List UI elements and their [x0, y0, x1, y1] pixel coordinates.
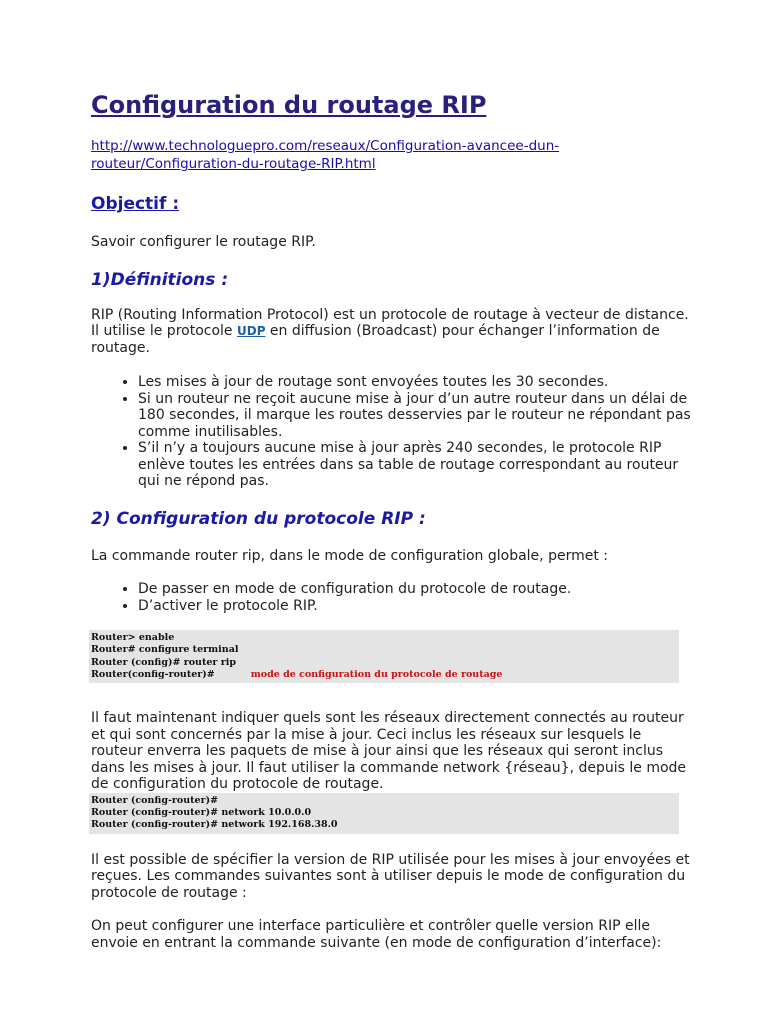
- configuration-heading: 2) Configuration du protocole RIP :: [91, 508, 426, 529]
- objectif-text: Savoir configurer le routage RIP.: [91, 234, 316, 250]
- code-line: Router (config)# router rip: [91, 656, 236, 668]
- objectif-heading: Objectif :: [91, 194, 180, 214]
- list-item: • De passer en mode de configuration du protocole de routage.: [138, 581, 691, 598]
- code-line: Router (config-router)# network 192.168.38.0: [91, 819, 338, 831]
- code-line: [91, 669, 679, 681]
- definitions-paragraph-1: RIP (Routing Information Protocol) est un protocole de routage à vecteur de distance.: [91, 306, 689, 323]
- code-command: Router(config-router)#: [91, 668, 215, 680]
- configuration-intro: La commande router rip, dans le mode de configuration globale, permet :: [91, 547, 608, 564]
- version-paragraph: Il est possible de spécifier la version de RIP utilisée pour les mises à jour envoyées et reçues. Les commandes suivantes sont à utiliser depuis le mode de configuration du protocole de routage :: [91, 851, 690, 901]
- code-comment: mode de configuration du protocole de routage: [250, 668, 503, 680]
- page-title: Configuration du routage RIP: [91, 91, 487, 119]
- code-line: Router (config-router)# network 10.0.0.0: [91, 806, 312, 818]
- configuration-bullet-list: [91, 581, 691, 614]
- code-line: Router (config-router)#: [91, 794, 219, 806]
- code-block-router-rip: [89, 630, 679, 683]
- interface-paragraph: On peut configurer une interface particulière et contrôler quelle version RIP elle envoie en entrant la commande suivante (en mode de configuration d’interface):: [91, 918, 662, 951]
- document-content: [91, 88, 691, 951]
- list-item: • D’activer le protocole RIP.: [138, 598, 691, 615]
- list-item: • Les mises à jour de routage sont envoyées toutes les 30 secondes.: [138, 374, 691, 391]
- udp-before-text: Il utilise le protocole: [91, 323, 237, 339]
- definitions-paragraph-2: [91, 323, 691, 356]
- definitions-heading: 1)Définitions :: [91, 269, 229, 290]
- definitions-bullet-list: [91, 374, 691, 490]
- udp-link[interactable]: UDP: [236, 324, 266, 338]
- source-url-link[interactable]: http://www.technologuepro.com/reseaux/Configuration-avancee-dun-routeur/Configuration-du-routage-RIP.html: [91, 138, 560, 172]
- code-line: Router# configure terminal: [91, 644, 239, 656]
- networks-paragraph: Il faut maintenant indiquer quels sont les réseaux directement connectés au routeur et qui sont concernés par la mise à jour. Ceci inclus les réseaux sur lesquels le routeur enverra les paquets de mise à jour ainsi que les réseaux qui seront inclus dans les mises à jour. Il faut utiliser la commande network {réseau}, depuis le mode de configuration du protocole de routage.: [91, 710, 687, 793]
- list-item: • Si un routeur ne reçoit aucune mise à jour d’un autre routeur dans un délai de 180 secondes, il marque les routes desservies par le routeur ne répondant pas comme inutilisables.: [138, 391, 691, 441]
- code-line: Router> enable: [91, 632, 175, 643]
- udp-after-text: en diffusion (Broadcast) pour échanger l’information de routage.: [91, 323, 660, 356]
- list-item: • S’il n’y a toujours aucune mise à jour après 240 secondes, le protocole RIP enlève toutes les entrées dans sa table de routage correspondant au routeur qui ne répond pas.: [138, 440, 691, 490]
- code-block-network: [89, 793, 679, 834]
